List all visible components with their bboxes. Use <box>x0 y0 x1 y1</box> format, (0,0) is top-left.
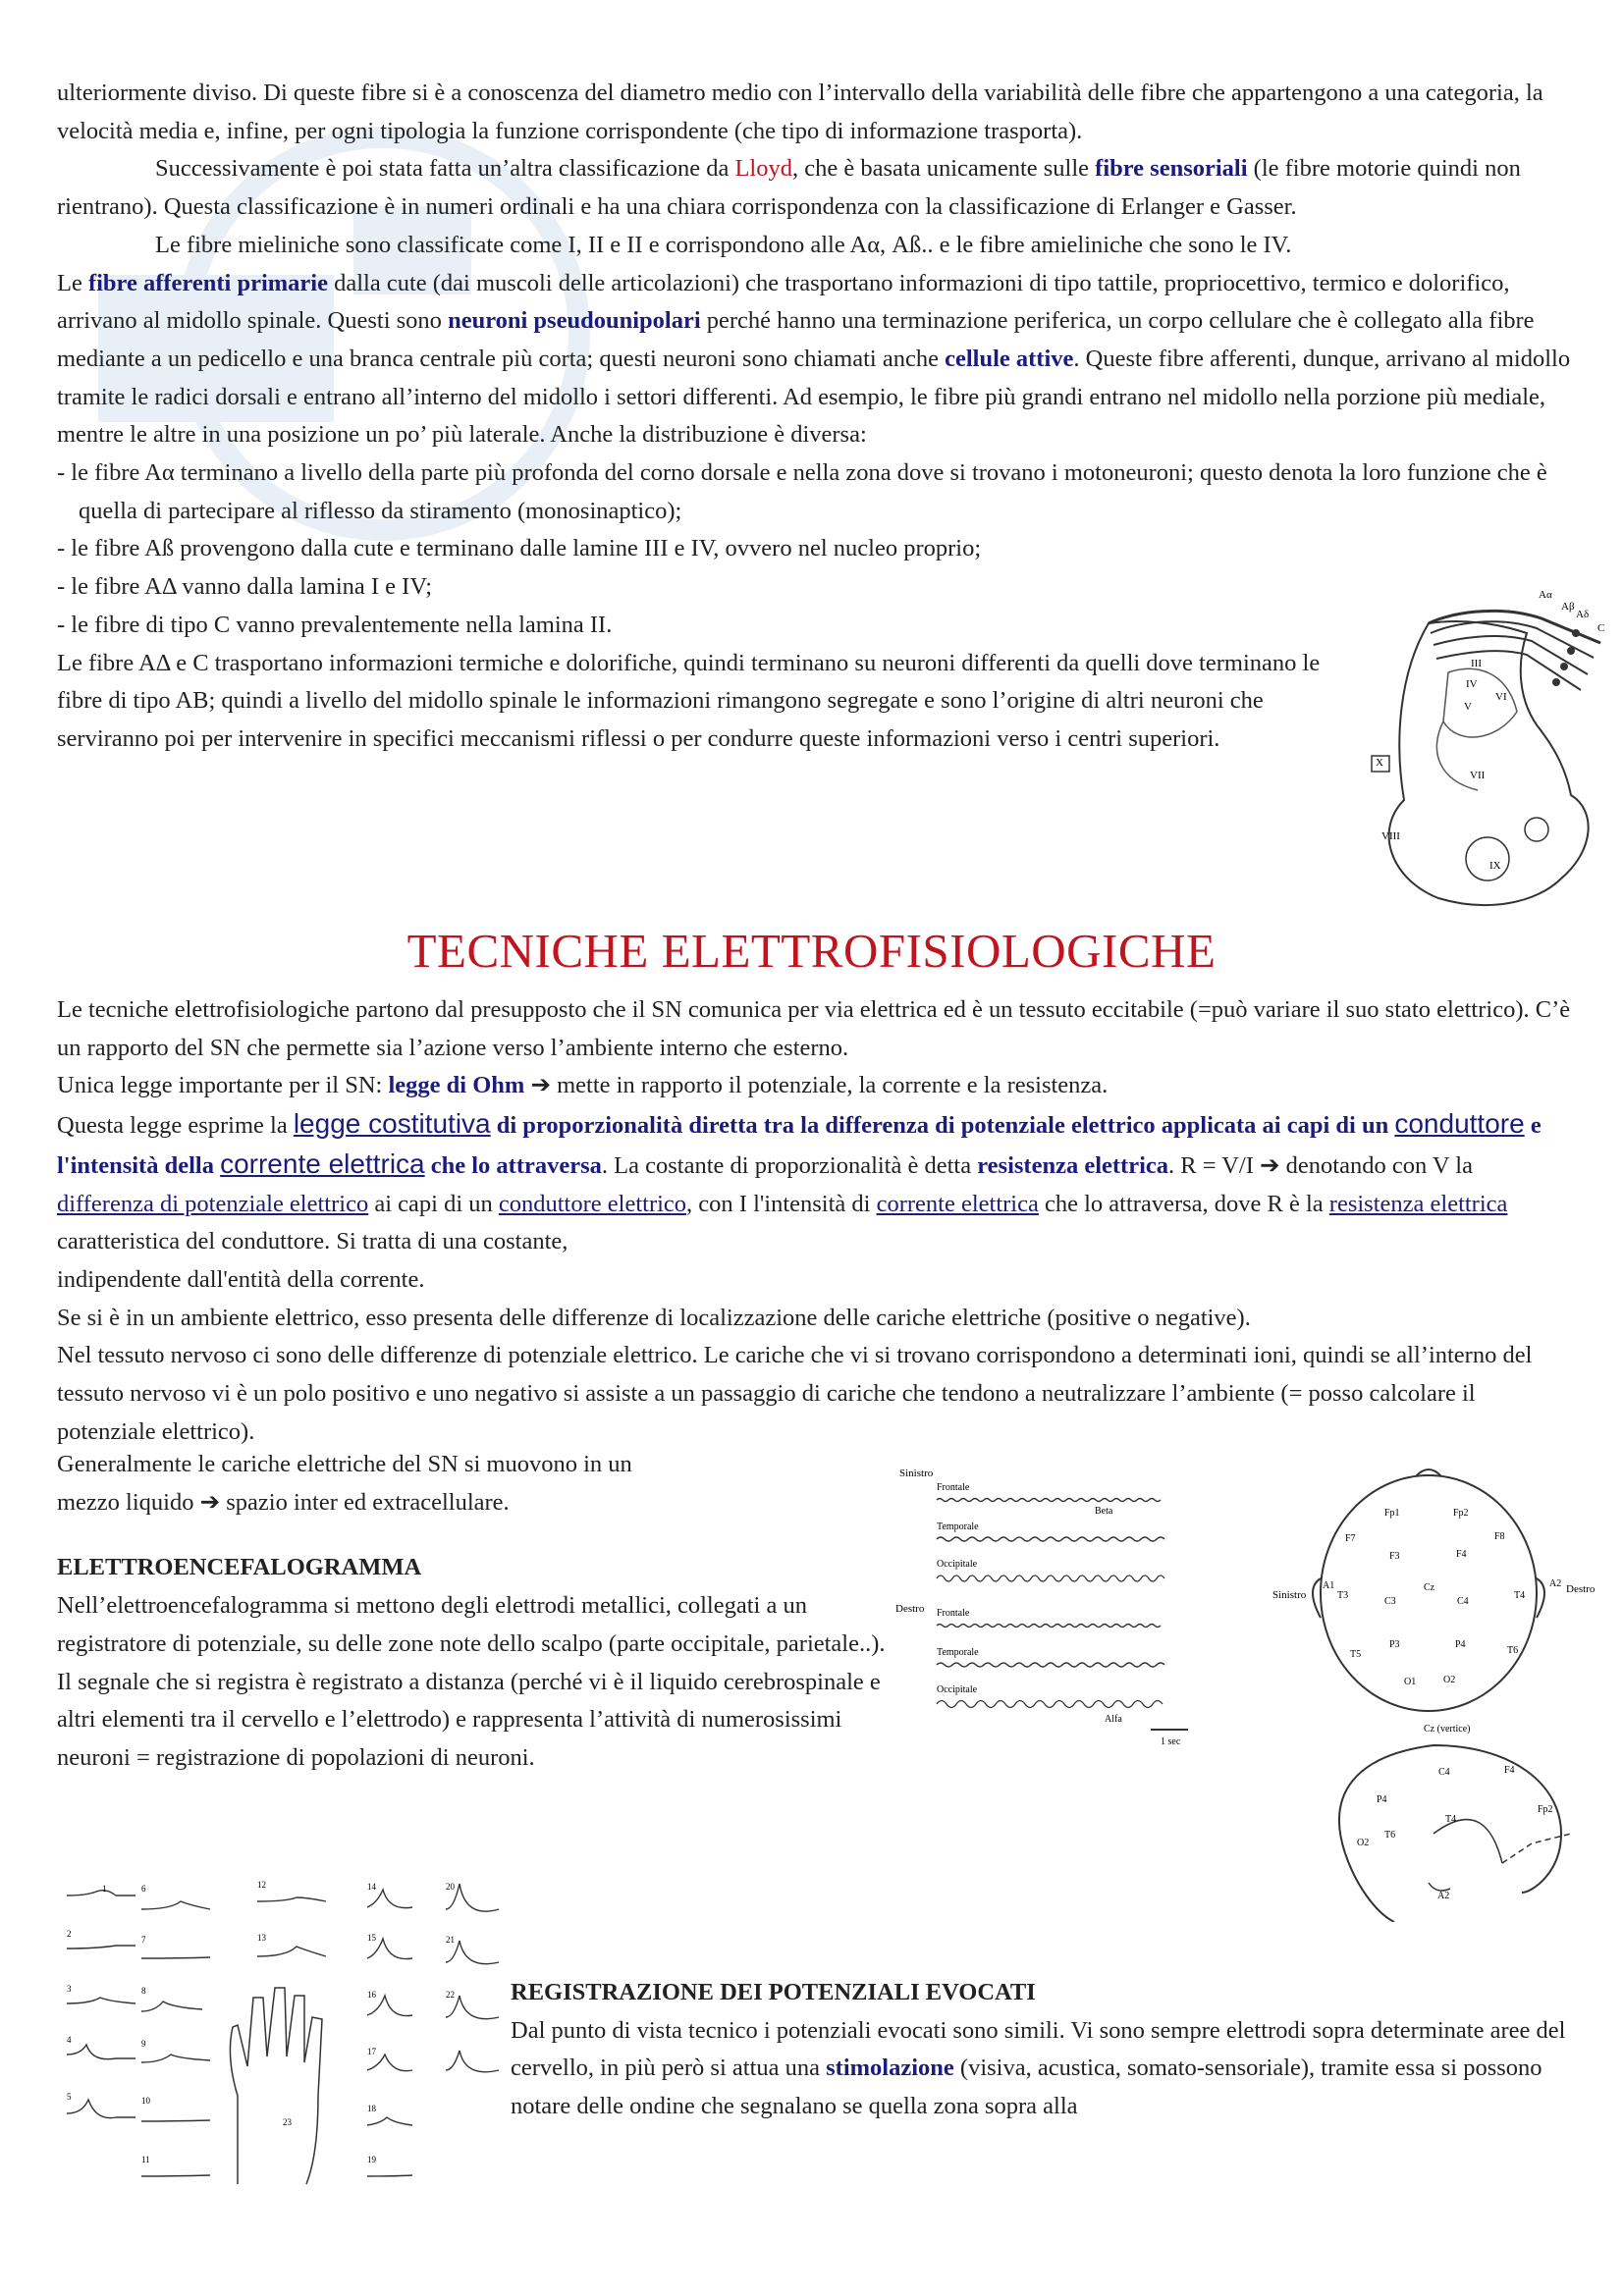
fiber-dot <box>1572 629 1580 637</box>
paragraph-charges: Se si è in un ambiente elettrico, esso presenta delle differenze di localizzazione delle cariche elettriche (positive o negative). <box>57 1304 1251 1331</box>
term-pseudounipolari: neuroni pseudounipolari <box>448 307 701 335</box>
list-item: - le fibre di tipo C vanno prevalentemente nella lamina II. <box>57 607 1384 645</box>
electrode-label: O2 <box>1443 1675 1456 1685</box>
electrode-label: P3 <box>1389 1639 1400 1650</box>
fiber-dot <box>1560 663 1568 670</box>
evoked-title: REGISTRAZIONE DEI POTENZIALI EVOCATI <box>511 1979 1036 2005</box>
link-conduttore[interactable]: conduttore <box>1394 1108 1525 1140</box>
trace-number: 21 <box>446 1935 455 1945</box>
term-resistenza: resistenza elettrica <box>977 1151 1169 1179</box>
electrode-label: C4 <box>1457 1596 1469 1607</box>
electrode-label: T4 <box>1445 1814 1457 1825</box>
trace-label: Occipitale <box>937 1684 978 1695</box>
fiber-label: C <box>1597 622 1605 634</box>
trace-number: 4 <box>67 2035 72 2045</box>
electrode-label: F4 <box>1456 1549 1467 1560</box>
trace-number: 8 <box>141 1986 146 1996</box>
electrode-label: T3 <box>1337 1590 1349 1601</box>
list-item: - le fibre Aß provengono dalla cute e terminano dalle lamine III e IV, ovvero nel nucleo proprio; <box>57 530 1384 568</box>
lamina-label: X <box>1376 757 1383 769</box>
eeg-section <box>57 1446 896 1778</box>
electrode-label: A2 <box>1549 1578 1562 1589</box>
trace-number: 15 <box>367 1933 376 1943</box>
sinistro-label: Sinistro <box>899 1468 934 1479</box>
trace-number: 11 <box>141 2155 150 2164</box>
trace-number: 12 <box>257 1880 266 1890</box>
electrode-label: O2 <box>1357 1838 1370 1848</box>
trace-number: 13 <box>257 1933 266 1943</box>
lamina-label: IX <box>1489 860 1501 872</box>
term-cellule-attive: cellule attive <box>945 345 1074 372</box>
spinal-cord-figure <box>1370 584 1610 913</box>
fiber-dot <box>1552 678 1560 686</box>
trace-label: Frontale <box>937 1608 970 1619</box>
eeg-trace <box>937 1701 1163 1708</box>
trace-number: 10 <box>141 2096 150 2106</box>
electrode-label: F7 <box>1345 1533 1356 1544</box>
lamina-label: III <box>1471 658 1482 669</box>
paragraph-mieliniche: Le fibre mieliniche sono classificate come I, II e II e corrispondono alle Aα, Aß.. e le fibre amieliniche che sono le IV. <box>155 231 1292 258</box>
lloyd-name: Lloyd <box>734 155 792 183</box>
trace-number: 18 <box>367 2104 376 2113</box>
fiber-label: Aδ <box>1576 609 1590 620</box>
trace-number: 6 <box>141 1884 146 1894</box>
paragraph-evoked: Dal punto di vista tecnico i potenziali evocati sono simili. Vi sono sempre elettrodi sopra determinate aree del cervello, in più però si attua una stimolazione (visiva, acustica, somato-sensoriale), tramite essa si possono notare delle ondine che segnalano se quella zona sopra alla <box>511 2016 1566 2120</box>
electrode-label: P4 <box>1455 1639 1466 1650</box>
eeg-traces-figure <box>893 1465 1213 1759</box>
fiber-dot <box>1567 647 1575 655</box>
lamina-label: VIII <box>1381 830 1400 842</box>
term-stimolazione: stimolazione <box>826 2055 954 2082</box>
hand-outline <box>230 1988 322 2184</box>
paragraph-diviso: ulteriormente diviso. Di queste fibre si è a conoscenza del diametro medio con l’intervallo della variabilità delle fibre che appartengono a una categoria, la velocità media e, infine, per ogni tipologia la funzione corrispondente (che tipo di informazione trasporta). <box>57 80 1543 144</box>
electrode-head-figure <box>1237 1461 1615 1922</box>
eeg-trace <box>937 1537 1164 1541</box>
trace-number: 7 <box>141 1935 146 1945</box>
link-resistenza[interactable]: resistenza elettrica <box>1328 1190 1508 1217</box>
trace-number: 3 <box>67 1984 72 1994</box>
electrode-label: Fp2 <box>1538 1804 1553 1815</box>
evoked-potentials-figure <box>61 1880 508 2194</box>
intro-section <box>57 75 1574 759</box>
paragraph-intro: Le tecniche elettrofisiologiche partono dal presupposto che il SN comunica per via elettrica ed è un tessuto eccitabile (=può variare il suo stato elettrico). C’è un rapporto del SN che permette sia l’azione verso l’ambiente interno che esterno. <box>57 996 1571 1061</box>
electrode-label: T5 <box>1350 1649 1362 1660</box>
lamina-label: V <box>1464 701 1472 713</box>
electrode-label: F4 <box>1504 1765 1515 1776</box>
paragraph-ad-c: Le fibre AΔ e C trasportano informazioni termiche e dolorifiche, quindi terminano su neuroni differenti da quelli dove terminano le fibre di tipo AB; quindi a livello del midollo spinale le informazioni rimangono segregate e sono l’origine di altri neuroni che serviranno poi per intervenire in specifici meccanismi riflessi o per condurre queste informazioni verso i centri superiori. <box>57 649 1321 752</box>
electrode-label: F8 <box>1494 1531 1505 1542</box>
trace-number: 20 <box>446 1882 455 1892</box>
trace-number: 1 <box>102 1884 107 1894</box>
section-heading: TECNICHE ELETTROFISIOLOGICHE <box>406 924 1217 978</box>
electrode-label: F3 <box>1389 1551 1400 1562</box>
alfa-label: Alfa <box>1105 1714 1122 1725</box>
sinistro-label: Sinistro <box>1272 1589 1307 1601</box>
trace-number: 16 <box>367 1990 376 2000</box>
lamina-label: VI <box>1495 691 1507 703</box>
paragraph-tissue: Nel tessuto nervoso ci sono delle differenze di potenziale elettrico. Le cariche che vi si trovano corrispondono a determinati ioni, quindi se all’interno del tessuto nervoso vi è un polo positivo e uno negativo si assiste a un passaggio di cariche che tendono a neutralizzare l’ambiente (= posso calcolare il potenziale elettrico). <box>57 1342 1533 1445</box>
eeg-trace <box>937 1575 1164 1581</box>
electrode-label: A2 <box>1437 1891 1450 1901</box>
fiber-label: Aα <box>1539 589 1552 601</box>
term-fibre-afferenti: fibre afferenti primarie <box>87 269 328 296</box>
lamina-label: IV <box>1466 678 1478 690</box>
trace-number: 19 <box>367 2155 376 2164</box>
lamina-label: VII <box>1470 770 1486 781</box>
trace-number: 5 <box>67 2092 72 2102</box>
trace-number: 17 <box>367 2047 376 2056</box>
eeg-trace <box>937 1625 1161 1628</box>
evoked-column-1 <box>67 1891 135 2118</box>
electrode-label: P4 <box>1377 1794 1387 1805</box>
term-ohm: legge di Ohm <box>388 1072 525 1099</box>
trace-number: 9 <box>141 2039 146 2049</box>
evoked-column-3 <box>257 1897 326 1956</box>
fiber-list <box>57 454 1574 645</box>
evoked-section <box>511 1974 1571 2126</box>
list-item: - le fibre Aα terminano a livello della parte più profonda del corno dorsale e nella zona dove si trovano i motoneuroni; questo denota la loro funzione che è quella di partecipare al riflesso da stiramento (monosinaptico); <box>57 454 1574 530</box>
electrode-label: T6 <box>1507 1645 1519 1656</box>
paragraph-liquid: Generalmente le cariche elettriche del SN si muovono in un mezzo liquido ➔ spazio inter ed extracellulare. <box>57 1451 632 1516</box>
paragraph-lloyd: Successivamente è poi stata fatta un’altra classificazione da Lloyd, che è basata unicamente sulle fibre sensoriali (le fibre motorie quindi non rientrano). Questa classificazione è in numeri ordinali e ha una chiara corrispondenza con la classificazione di Erlanger e Gasser. <box>57 155 1521 221</box>
destro-label: Destro <box>1566 1583 1596 1595</box>
paragraph-afferenti: Le fibre afferenti primarie dalla cute (dai muscoli delle articolazioni) che trasportano informazioni di tipo tattile, propriocettivo, termico e dolorifico, arrivano al midollo spinale. Questi sono neuroni pseudounipolari perché hanno una terminazione periferica, un corpo cellulare che è collegato alla fibre mediante a un pedicello e una branca centrale più corta; questi neuroni sono chiamati anche cellule attive. Queste fibre afferenti, dunque, arrivano al midollo tramite le radici dorsali e entrano all’interno del midollo i settori differenti. Ad esempio, le fibre più grandi entrano nel midollo nella porzione più mediale, mentre le altre in una posizione un po’ più laterale. Anche la distribuzione è diversa: <box>57 269 1571 449</box>
link-corrente-elettrica[interactable]: corrente elettrica <box>220 1148 425 1179</box>
term-fibre-sensoriali: fibre sensoriali <box>1095 155 1248 183</box>
electrode-label: T6 <box>1384 1830 1396 1841</box>
trace-number: 23 <box>283 2117 292 2127</box>
electrode-label: C3 <box>1384 1596 1396 1607</box>
link-corrente[interactable]: corrente elettrica <box>876 1190 1039 1217</box>
evoked-column-2 <box>141 1901 210 2176</box>
electrode-label: A1 <box>1323 1580 1335 1591</box>
trace-label: Frontale <box>937 1482 970 1493</box>
link-differenza-potenziale[interactable]: differenza di potenziale elettrico <box>57 1190 369 1217</box>
trace-number: 2 <box>67 1929 72 1939</box>
electro-section <box>57 991 1574 1451</box>
electrode-label: C4 <box>1438 1767 1450 1778</box>
beta-label: Beta <box>1095 1506 1113 1517</box>
paragraph-law: Questa legge esprime la legge costitutiva di proporzionalità diretta tra la differenza di potenziale elettrico applicata ai capi di un conduttore e l'intensità della corrente elettrica che lo attraversa. La costante di proporzionalità è detta resistenza elettrica. R = V/I ➔ denotando con V la differenza di potenziale elettrico ai capi di un conduttore elettrico, con I l'intensità di corrente elettrica che lo attraversa, dove R è la resistenza elettrica caratteristica del conduttore. Si tratta di una costante, indipendente dall'entità della corrente. <box>57 1108 1542 1293</box>
electrode-label: Cz <box>1424 1582 1435 1593</box>
trace-label: Temporale <box>937 1522 979 1532</box>
list-item: - le fibre AΔ vanno dalla lamina I e IV; <box>57 568 1384 607</box>
electrode-label: O1 <box>1404 1677 1417 1687</box>
eeg-trace <box>937 1499 1161 1502</box>
paragraph-ohm: Unica legge importante per il SN: legge di Ohm ➔ mette in rapporto il potenziale, la corrente e la resistenza. <box>57 1072 1109 1099</box>
eeg-trace <box>937 1663 1164 1667</box>
evoked-column-5 <box>446 1884 499 2072</box>
trace-label: Occipitale <box>937 1559 978 1570</box>
electrode-label: Fp1 <box>1384 1508 1400 1519</box>
trace-number: 22 <box>446 1990 455 2000</box>
eeg-title: ELETTROENCEFALOGRAMMA <box>57 1554 422 1581</box>
trace-number: 14 <box>367 1882 376 1892</box>
electrode-label: Fp2 <box>1453 1508 1469 1519</box>
electrode-label: T4 <box>1514 1590 1526 1601</box>
scale-label: 1 sec <box>1161 1736 1181 1747</box>
fiber-label: Aβ <box>1561 601 1575 613</box>
paragraph-eeg: Nell’elettroencefalogramma si mettono degli elettrodi metallici, collegati a un registratore di potenziale, su delle zone note dello scalpo (parte occipitale, parietale..). Il segnale che si registra è registrato a distanza (perché vi è il liquido cerebrospinale e altri elementi tra il cervello e l’elettrodo) e rappresenta l’attività di numerosissimi neuroni = registrazione di popolazioni di neuroni. <box>57 1592 886 1771</box>
link-legge-costitutiva[interactable]: legge costitutiva <box>293 1108 491 1140</box>
destro-label: Destro <box>895 1603 925 1615</box>
trace-label: Temporale <box>937 1647 979 1658</box>
side-view-label: Cz (vertice) <box>1424 1724 1471 1735</box>
link-conduttore-elettrico[interactable]: conduttore elettrico <box>498 1190 687 1217</box>
